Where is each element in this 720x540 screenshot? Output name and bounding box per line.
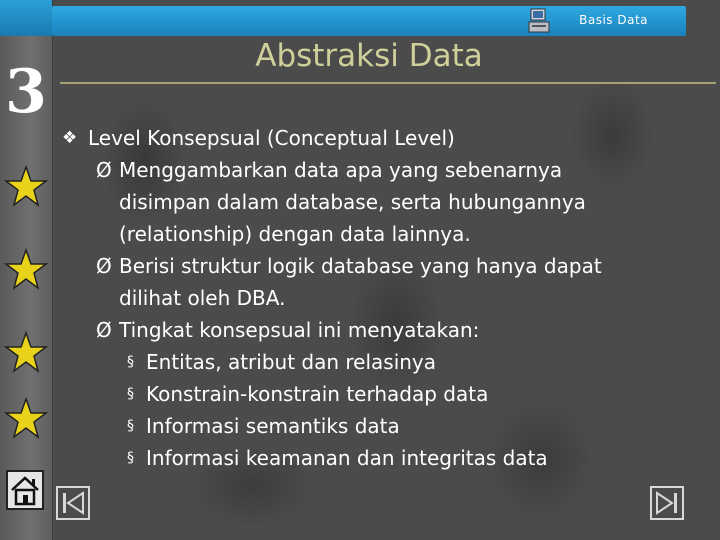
slide-number: 3 xyxy=(5,57,47,127)
last-slide-icon[interactable] xyxy=(650,486,684,520)
bullet-text: Tingkat konsepsual ini menyatakan: xyxy=(119,318,480,342)
bullet-marker: Ø xyxy=(96,158,112,182)
bullet-item xyxy=(62,378,702,410)
sidebar-top-accent xyxy=(0,0,52,36)
bullet-text: dilihat oleh DBA. xyxy=(119,286,286,310)
star-icon xyxy=(4,397,48,441)
bullet-text: Konstrain-konstrain terhadap data xyxy=(146,382,489,406)
bullet-item xyxy=(62,346,702,378)
bullet-marker: ❖ xyxy=(62,128,78,148)
bullet-text: Berisi struktur logik database yang hanya dapat xyxy=(119,254,602,278)
bullet-item xyxy=(62,122,702,154)
computer-icon xyxy=(528,8,550,34)
bullet-marker: Ø xyxy=(96,254,112,278)
slide-content xyxy=(62,122,702,474)
slide-title: Abstraksi Data xyxy=(255,38,483,74)
bullet-marker: § xyxy=(127,386,134,402)
bullet-text: Entitas, atribut dan relasinya xyxy=(146,350,437,374)
bullet-item xyxy=(62,410,702,442)
bullet-text: (relationship) dengan data lainnya. xyxy=(119,222,471,246)
title-divider xyxy=(60,82,716,84)
bullet-text: Informasi semantiks data xyxy=(146,414,400,438)
bullet-marker: § xyxy=(127,450,134,466)
bullet-item xyxy=(62,250,702,314)
bullet-text: Menggambarkan data apa yang sebenarnya xyxy=(119,158,563,182)
bullet-text: disimpan dalam database, serta hubungannya xyxy=(119,190,586,214)
header-label: Basis Data xyxy=(579,13,648,27)
star-icon xyxy=(4,331,48,375)
bullet-text: Level Konsepsual (Conceptual Level) xyxy=(88,126,455,150)
bullet-item xyxy=(62,442,702,474)
bullet-item xyxy=(62,154,702,250)
star-icon xyxy=(4,165,48,209)
header-bar xyxy=(52,6,686,36)
first-slide-icon[interactable] xyxy=(56,486,90,520)
sidebar xyxy=(0,0,53,540)
star-icon xyxy=(4,248,48,292)
bullet-marker: § xyxy=(127,418,134,434)
bullet-text: Informasi keamanan dan integritas data xyxy=(146,446,548,470)
home-icon[interactable] xyxy=(6,470,44,510)
bullet-item xyxy=(62,314,702,346)
bullet-marker: Ø xyxy=(96,318,112,342)
bullet-marker: § xyxy=(127,354,134,370)
